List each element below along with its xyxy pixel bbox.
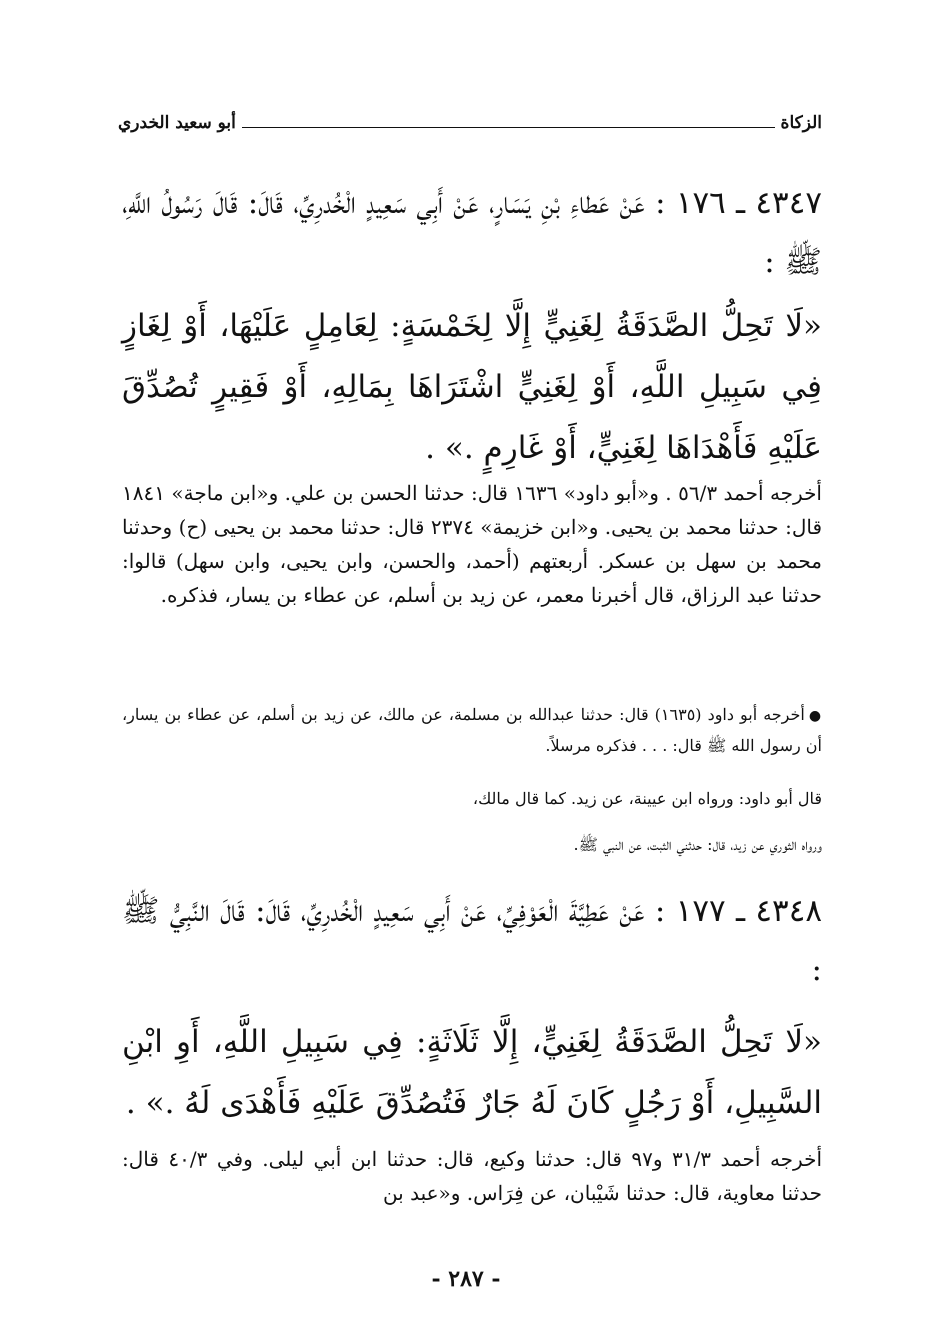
header-rule (242, 127, 775, 128)
hadith-4347-note-line-2: ورواه الثوري عن زيد، قال: حدثني الثبت، عن النبي ﷺ. (573, 835, 822, 854)
hadith-4348-text: «لَا تَحِلُّ الصَّدَقَةُ لِغَنِيٍّ، إِلَّا ثَلَاثَةٍ: فِي سَبِيلِ اللَّهِ، أَوِ ابْنِ السَّبِيلِ، أَوْ رَجُلٍ كَانَ لَهُ جَارٌ فَتُصُدِّقَ عَلَيْهِ فَأَهْدَى لَهُ .» . (122, 1024, 822, 1121)
hadith-4347-note-line-1: قال أبو داود: ورواه ابن عيينة، عن زيد. كما قال مالك، (472, 789, 822, 808)
note-text: أخرجه أبو داود (١٦٣٥) قال: حدثنا عبدالله بن مسلمة، عن مالك، عن زيد بن أسلم، عن عطاء بن يسار، أن رسول الله ﷺ قال: . . . فذكره مرسلاً. (122, 705, 822, 755)
bullet-icon: ● (808, 708, 823, 724)
running-header (118, 108, 822, 138)
page-number: - ٢٨٧ - (431, 1266, 501, 1292)
hadith-4347-takhrij: أخرجه أحمد ٥٦/٣ . و«أبو داود» ١٦٣٦ قال: حدثنا الحسن بن علي. و«ابن ماجة» ١٨٤١ قال: حدثنا محمد بن يحيى. و«ابن خزيمة» ٢٣٧٤ قال: حدثنا محمد بن يحيى (ح) وحدثنا محمد بن سهل بن عسكر. أربعتهم (أحمد، والحسن، وابن يحيى، وابن سهل) قالوا: حدثنا عبد الرزاق، قال أخبرنا معمر، عن زيد بن أسلم، عن عطاء بن يسار، فذكره. (122, 481, 822, 607)
hadith-4347-heading: ٤٣٤٧ ـ ١٧٦ : عَنْ عَطاءِ بْنِ يَسَارٍ، عَنْ أَبِي سَعِيدٍ الْخُدرِيِّ، قَالَ: قَالَ رَسُولُ اللَّهِ، ﷺ : (122, 185, 823, 280)
hadith-4347-note (122, 700, 822, 761)
hadith-4348-takhrij: أخرجه أحمد ٣١/٣ و٩٧ قال: حدثنا وكيع، قال: حدثنا ابن أبي ليلى. وفي ٤٠/٣ قال: حدثنا معاوية، قال: حدثنا شَيْبان، عن فِرَاس. و«عبد بن (122, 1147, 823, 1205)
hadith-4348-heading: ٤٣٤٨ ـ ١٧٧ : عَنْ عَطِيَّةَ الْعَوْفِيِّ، عَنْ أَبِي سَعِيدٍ الْخُدرِيِّ، قَالَ: قَالَ النَّبِيُّ ﷺ : (122, 893, 822, 988)
narrator-title: أبو سعيد الخدري (118, 113, 236, 133)
chapter-title: الزكاة (780, 113, 822, 133)
hadith-4347-text: «لَا تَحِلُّ الصَّدَقَةُ لِغَنِيٍّ إِلَّا لِخَمْسَةٍ: لِعَامِلٍ عَلَيْهَا، أَوْ لِغَازٍ فِي سَبِيلِ اللَّهِ، أَوْ لِغَنِيٍّ اشْتَرَاهَا بِمَالِهِ، أَوْ فَقِيرٍ تُصُدِّقَ عَلَيْهِ فَأَهْدَاهَا لِغَنِيٍّ، أَوْ غَارِمٍ .» . (122, 308, 822, 466)
